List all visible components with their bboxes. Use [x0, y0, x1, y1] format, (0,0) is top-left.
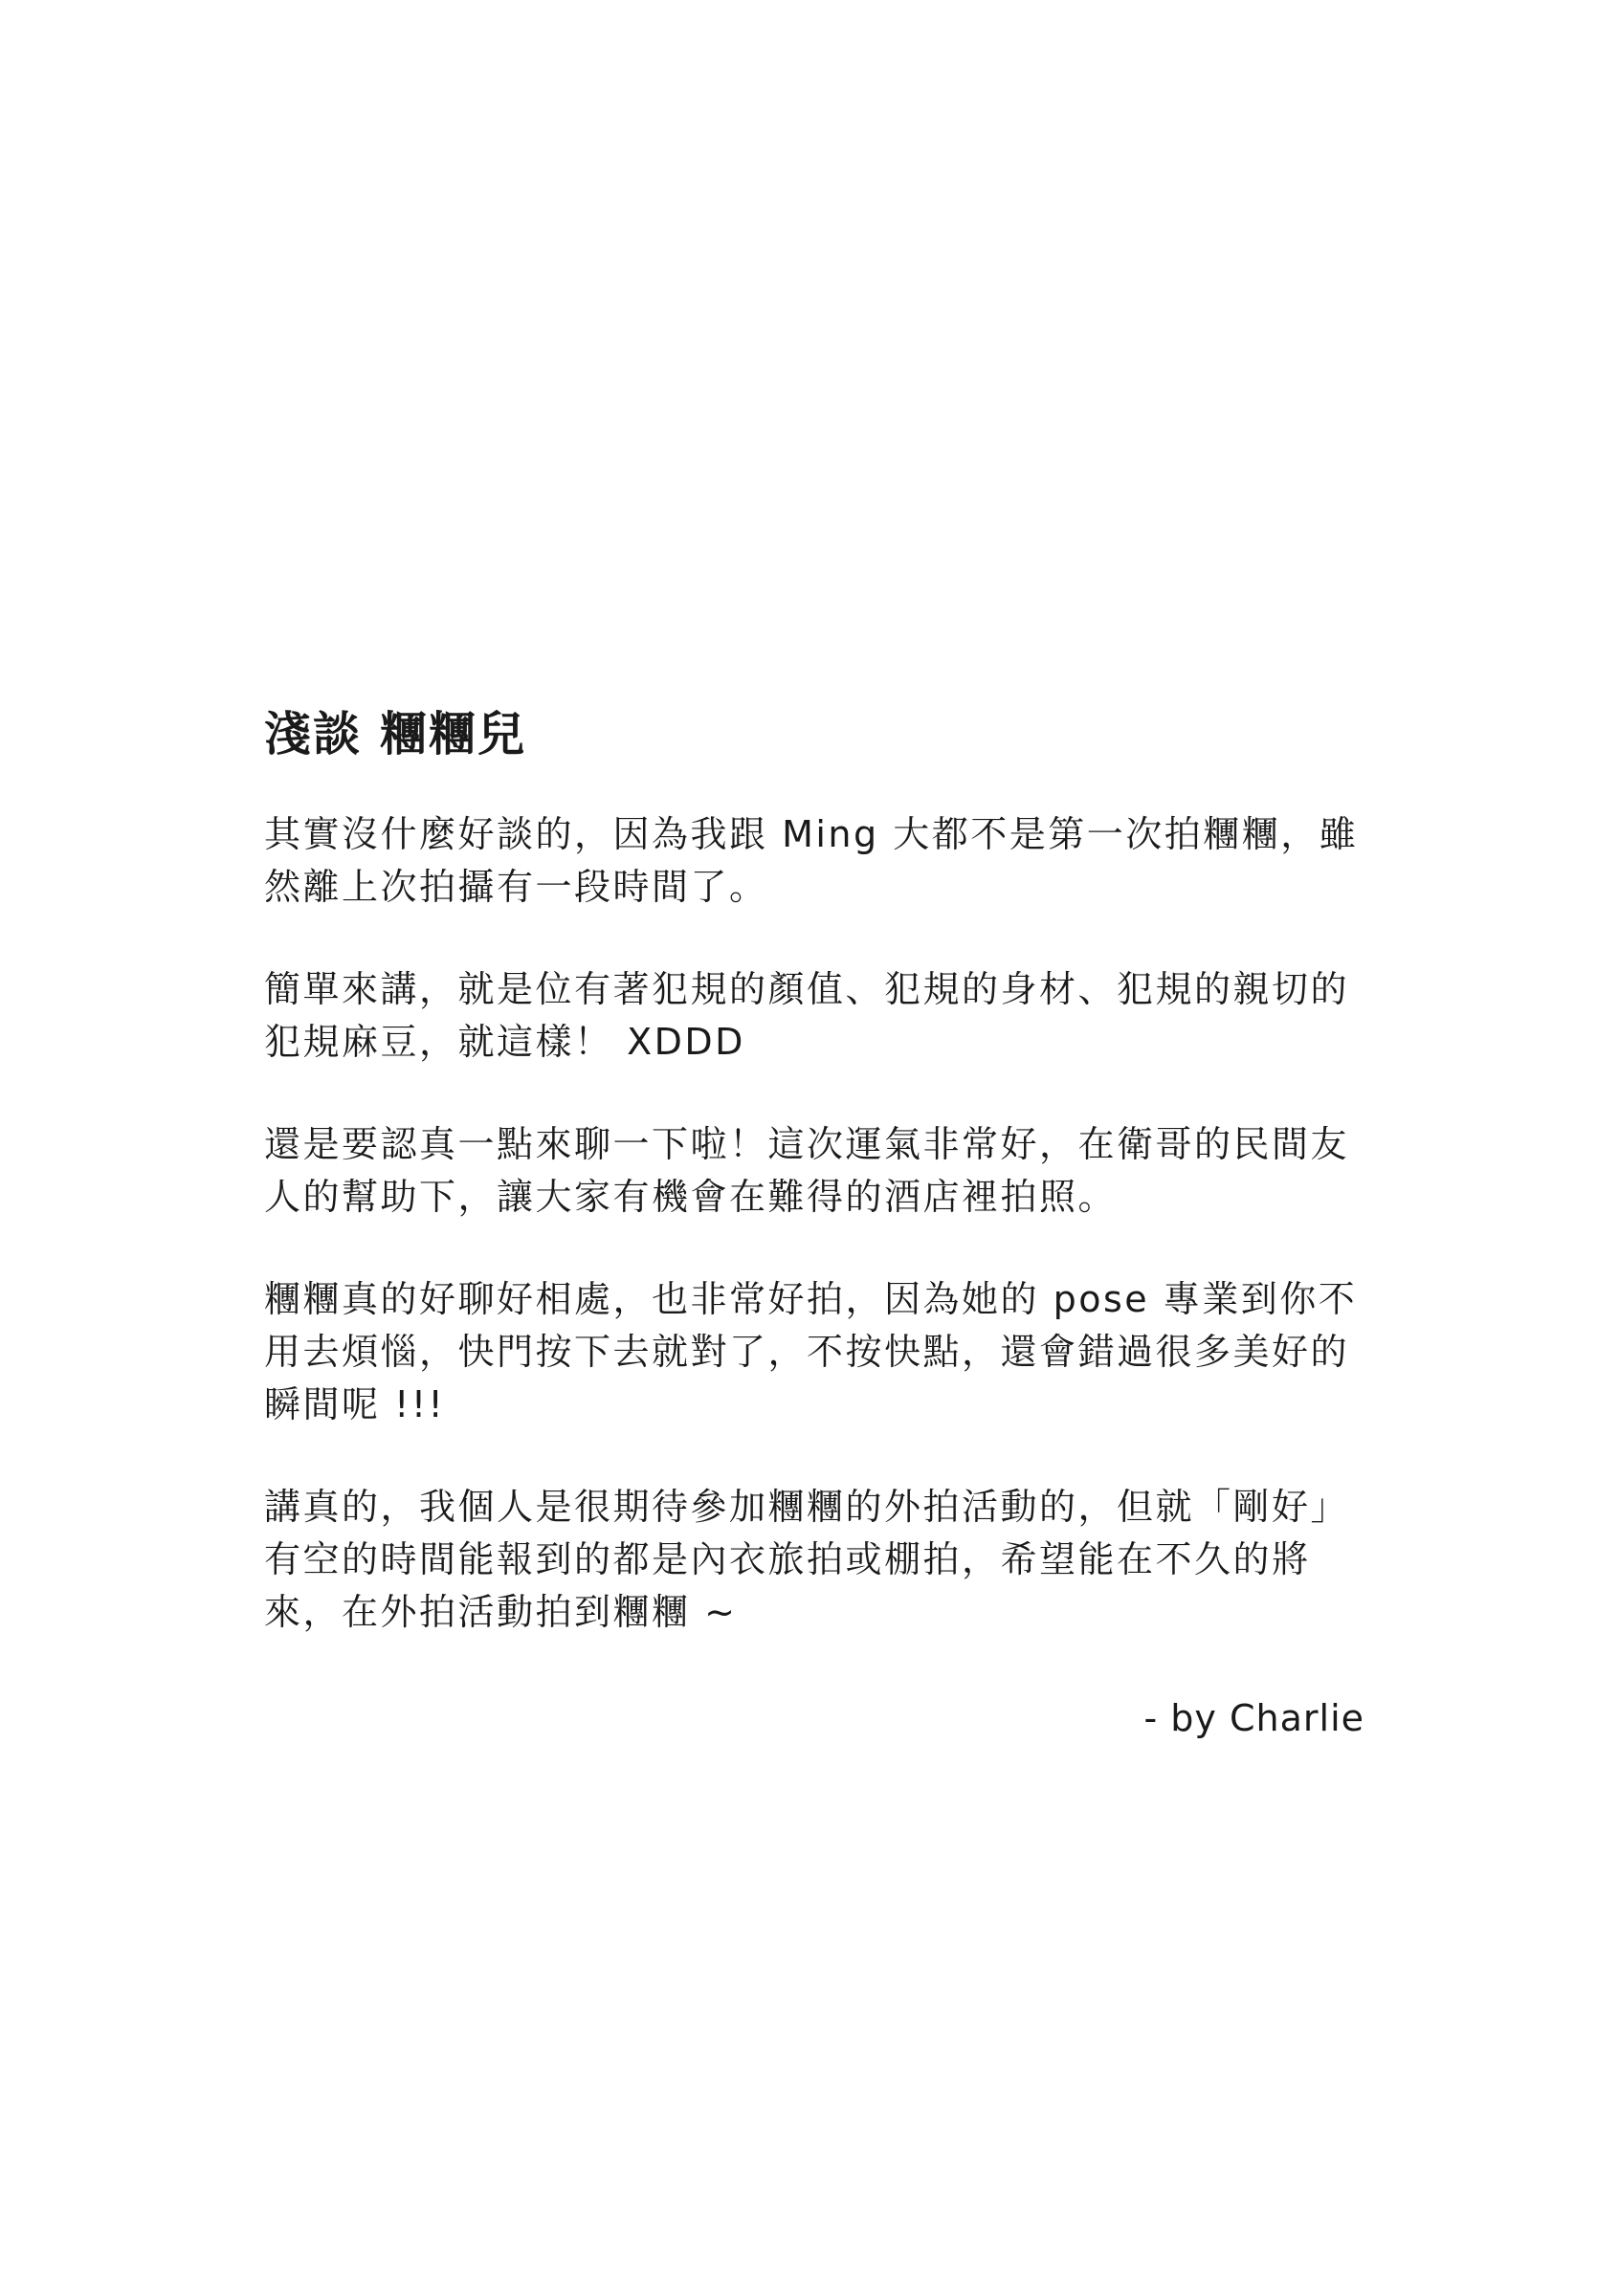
paragraph-2 [264, 963, 1364, 1069]
paragraph-3 [264, 1118, 1364, 1224]
article-title: 淺談 糰糰兒 [264, 707, 527, 762]
author-signature: - by Charlie [1143, 1697, 1364, 1739]
paragraph-1 [264, 808, 1364, 914]
paragraph-line: 其實沒什麼好談的，因為我跟 Ming 大都不是第一次拍糰糰，雖 [264, 813, 1359, 855]
article [264, 703, 1364, 1745]
paragraph-5 [264, 1481, 1364, 1639]
paragraph-line: 然離上次拍攝有一段時間了。 [264, 866, 768, 908]
paragraph-line: 有空的時間能報到的都是內衣旅拍或棚拍，希望能在不久的將 [264, 1538, 1311, 1580]
paragraph-line: 來，在外拍活動拍到糰糰 ~ [264, 1591, 738, 1633]
paragraph-line: 瞬間呢 !!! [264, 1383, 446, 1425]
paragraph-line: 糰糰真的好聊好相處，也非常好拍，因為她的 pose 專業到你不 [264, 1278, 1358, 1320]
paragraph-4 [264, 1273, 1364, 1431]
paragraph-line: 講真的，我個人是很期待參加糰糰的外拍活動的，但就「剛好」 [264, 1486, 1350, 1528]
paragraph-line: 簡單來講，就是位有著犯規的顏值、犯規的身材、犯規的親切的 [264, 968, 1350, 1010]
paragraph-line: 人的幫助下，讓大家有機會在難得的酒店裡拍照。 [264, 1176, 1118, 1218]
paragraph-line: 用去煩惱，快門按下去就對了，不按快點，還會錯過很多美好的 [264, 1331, 1350, 1373]
paragraph-line: 還是要認真一點來聊一下啦！這次運氣非常好，在衛哥的民間友 [264, 1123, 1350, 1165]
paragraph-line: 犯規麻豆，就這樣！ XDDD [264, 1021, 745, 1063]
